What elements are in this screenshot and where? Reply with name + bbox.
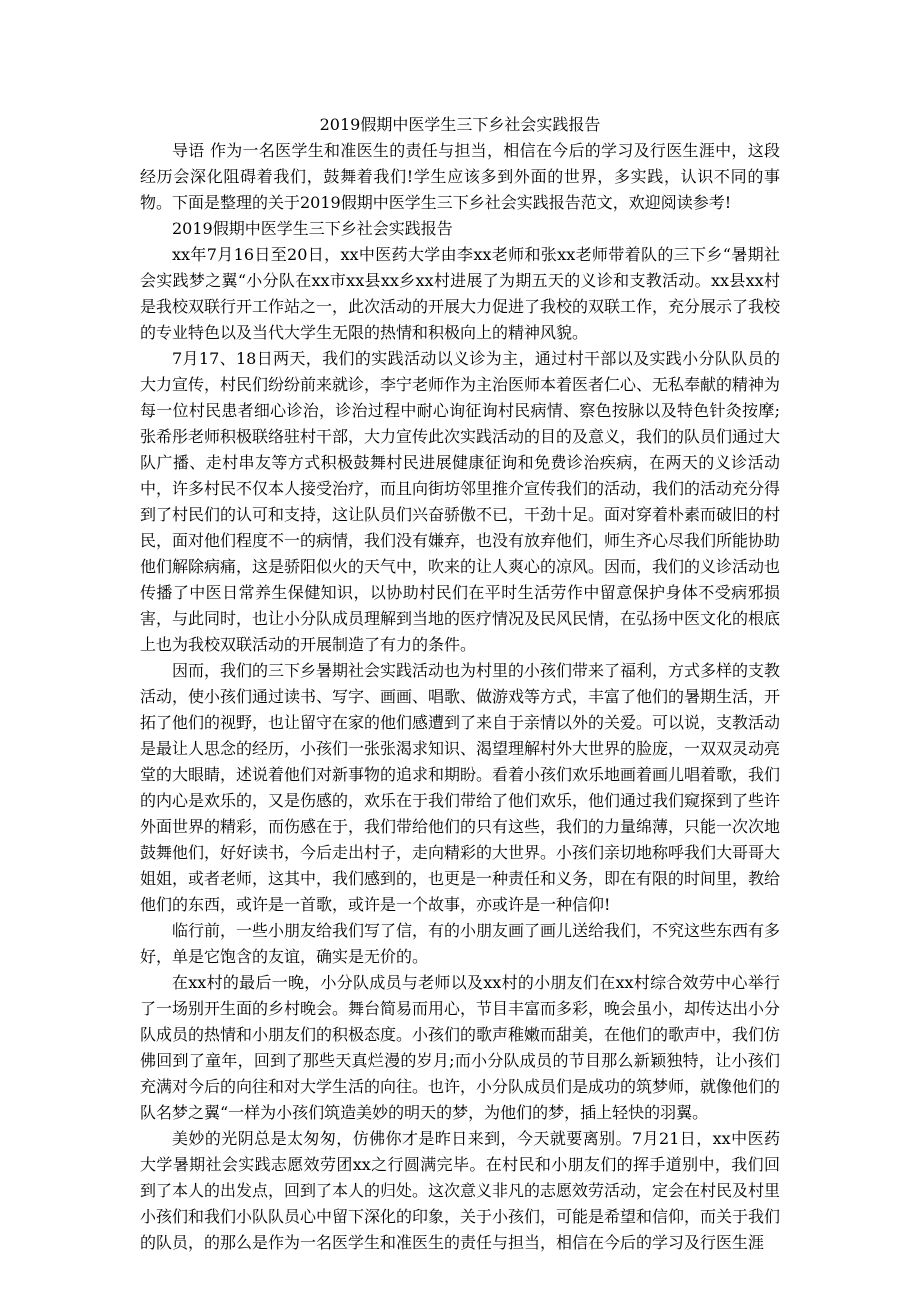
body-paragraph-4: 临行前，一些小朋友给我们写了信，有的小朋友画了画儿送给我们，不究这些东西有多好，单是它饱含的友谊，确实是无价的。 xyxy=(140,921,781,966)
body-paragraph-5: 在xx村的最后一晚，小分队成员与老师以及xx村的小朋友们在xx村综合效劳中心举行了一场别开生面的乡村晚会。舞台简易而用心，节目丰富而多彩，晚会虽小，却传达出小分队成员的热情和小朋友们的积极态度。小孩们的歌声稚嫩而甜美，在他们的歌声中，我们仿佛回到了童年，回到了那些天真烂漫的岁月;而小分队成员的节目那么新颖独特，让小孩们充满对今后的向往和对大学生活的向往。也许，小分队成员们是成功的筑梦师，就像他们的队名梦之翼“一样为小孩们筑造美妙的明天的梦，为他们的梦，插上轻快的羽翼。 xyxy=(140,973,781,1122)
report-subtitle: 2019假期中医学生三下乡社会实践报告 xyxy=(172,219,453,238)
intro-paragraph: 导语 作为一名医学生和准医生的责任与担当，相信在今后的学习及行医生涯中，这段经历会深化阻碍着我们，鼓舞着我们!学生应该多到外面的世界，多实践，认识不同的事物。下面是整理的关于2019假期中医学生三下乡社会实践报告范文，欢迎阅读参考! xyxy=(140,141,780,212)
document-title: 2019假期中医学生三下乡社会实践报告 xyxy=(319,115,601,134)
document-body xyxy=(140,112,780,1256)
body-paragraph-6: 美妙的光阴总是太匆匆，仿佛你才是昨日来到，今天就要离别。7月21日，xx中医药大学暑期社会实践志愿效劳团xx之行圆满完毕。在村民和小朋友们的挥手道别中，我们回到了本人的出发点，回到了本人的归处。这次意义非凡的志愿效劳活动，定会在村民及村里小孩们和我们小队队员心中留下深化的印象，关于小孩们，可能是希望和信仰，而关于我们的队员，的那么是作为一名医学生和准医生的责任与担当，相信在今后的学习及行医生涯 xyxy=(140,1129,781,1252)
body-paragraph-1: xx年7月16日至20日，xx中医药大学由李xx老师和张xx老师带着队的三下乡“暑期社会实践梦之翼“小分队在xx市xx县xx乡xx村进展了为期五天的义诊和支教活动。xx县xx村是我校双联行开工作站之一，此次活动的开展大力促进了我校的双联工作，充分展示了我校的专业特色以及当代大学生无限的热情和积极向上的精神风貌。 xyxy=(140,245,781,342)
body-paragraph-3: 因而，我们的三下乡暑期社会实践活动也为村里的小孩们带来了福利，方式多样的支教活动，使小孩们通过读书、写字、画画、唱歌、做游戏等方式，丰富了他们的暑期生活，开拓了他们的视野，也让留守在家的他们感遭到了来自于亲情以外的关爱。可以说，支教活动是最让人思念的经历，小孩们一张张渴求知识、渴望理解村外大世界的脸庞，一双双灵动亮堂的大眼睛，述说着他们对新事物的追求和期盼。看着小孩们欢乐地画着画儿唱着歌，我们的内心是欢乐的，又是伤感的，欢乐在于我们带给了他们欢乐，他们通过我们窥探到了些许外面世界的精彩，而伤感在于，我们带给他们的只有这些，我们的力量绵薄，只能一次次地鼓舞他们，好好读书，今后走出村子，走向精彩的大世界。小孩们亲切地称呼我们大哥哥大姐姐，或者老师，这其中，我们感到的，也更是一种责任和义务，即在有限的时间里，教给他们的东西，或许是一首歌，或许是一个故事，亦或许是一种信仰! xyxy=(140,661,781,914)
body-paragraph-2: 7月17、18日两天，我们的实践活动以义诊为主，通过村干部以及实践小分队队员的大力宣传，村民们纷纷前来就诊，李宁老师作为主治医师本着医者仁心、无私奉献的精神为每一位村民患者细心诊治，诊治过程中耐心询征询村民病情、察色按脉以及特色针灸按摩;张希彤老师积极联络驻村干部，大力宣传此次实践活动的目的及意义，我们的队员们通过大队广播、走村串友等方式积极鼓舞村民进展健康征询和免费诊治疾病，在两天的义诊活动中，许多村民不仅本人接受治疗，而且向街坊邻里推介宣传我们的活动，我们的活动充分得到了村民们的认可和支持，这让队员们兴奋骄傲不已，干劲十足。面对穿着朴素而破旧的村民，面对他们程度不一的病情，我们没有嫌弃，也没有放弃他们，师生齐心尽我们所能协助他们解除病痛，这是骄阳似火的天气中，吹来的让人爽心的凉风。因而，我们的义诊活动也传播了中医日常养生保健知识，以协助村民们在平时生活劳作中留意保护身体不受病邪损害，与此同时，也让小分队成员理解到当地的医疗情况及民风民情，在弘扬中医文化的根底上也为我校双联活动的开展制造了有力的条件。 xyxy=(140,349,781,654)
